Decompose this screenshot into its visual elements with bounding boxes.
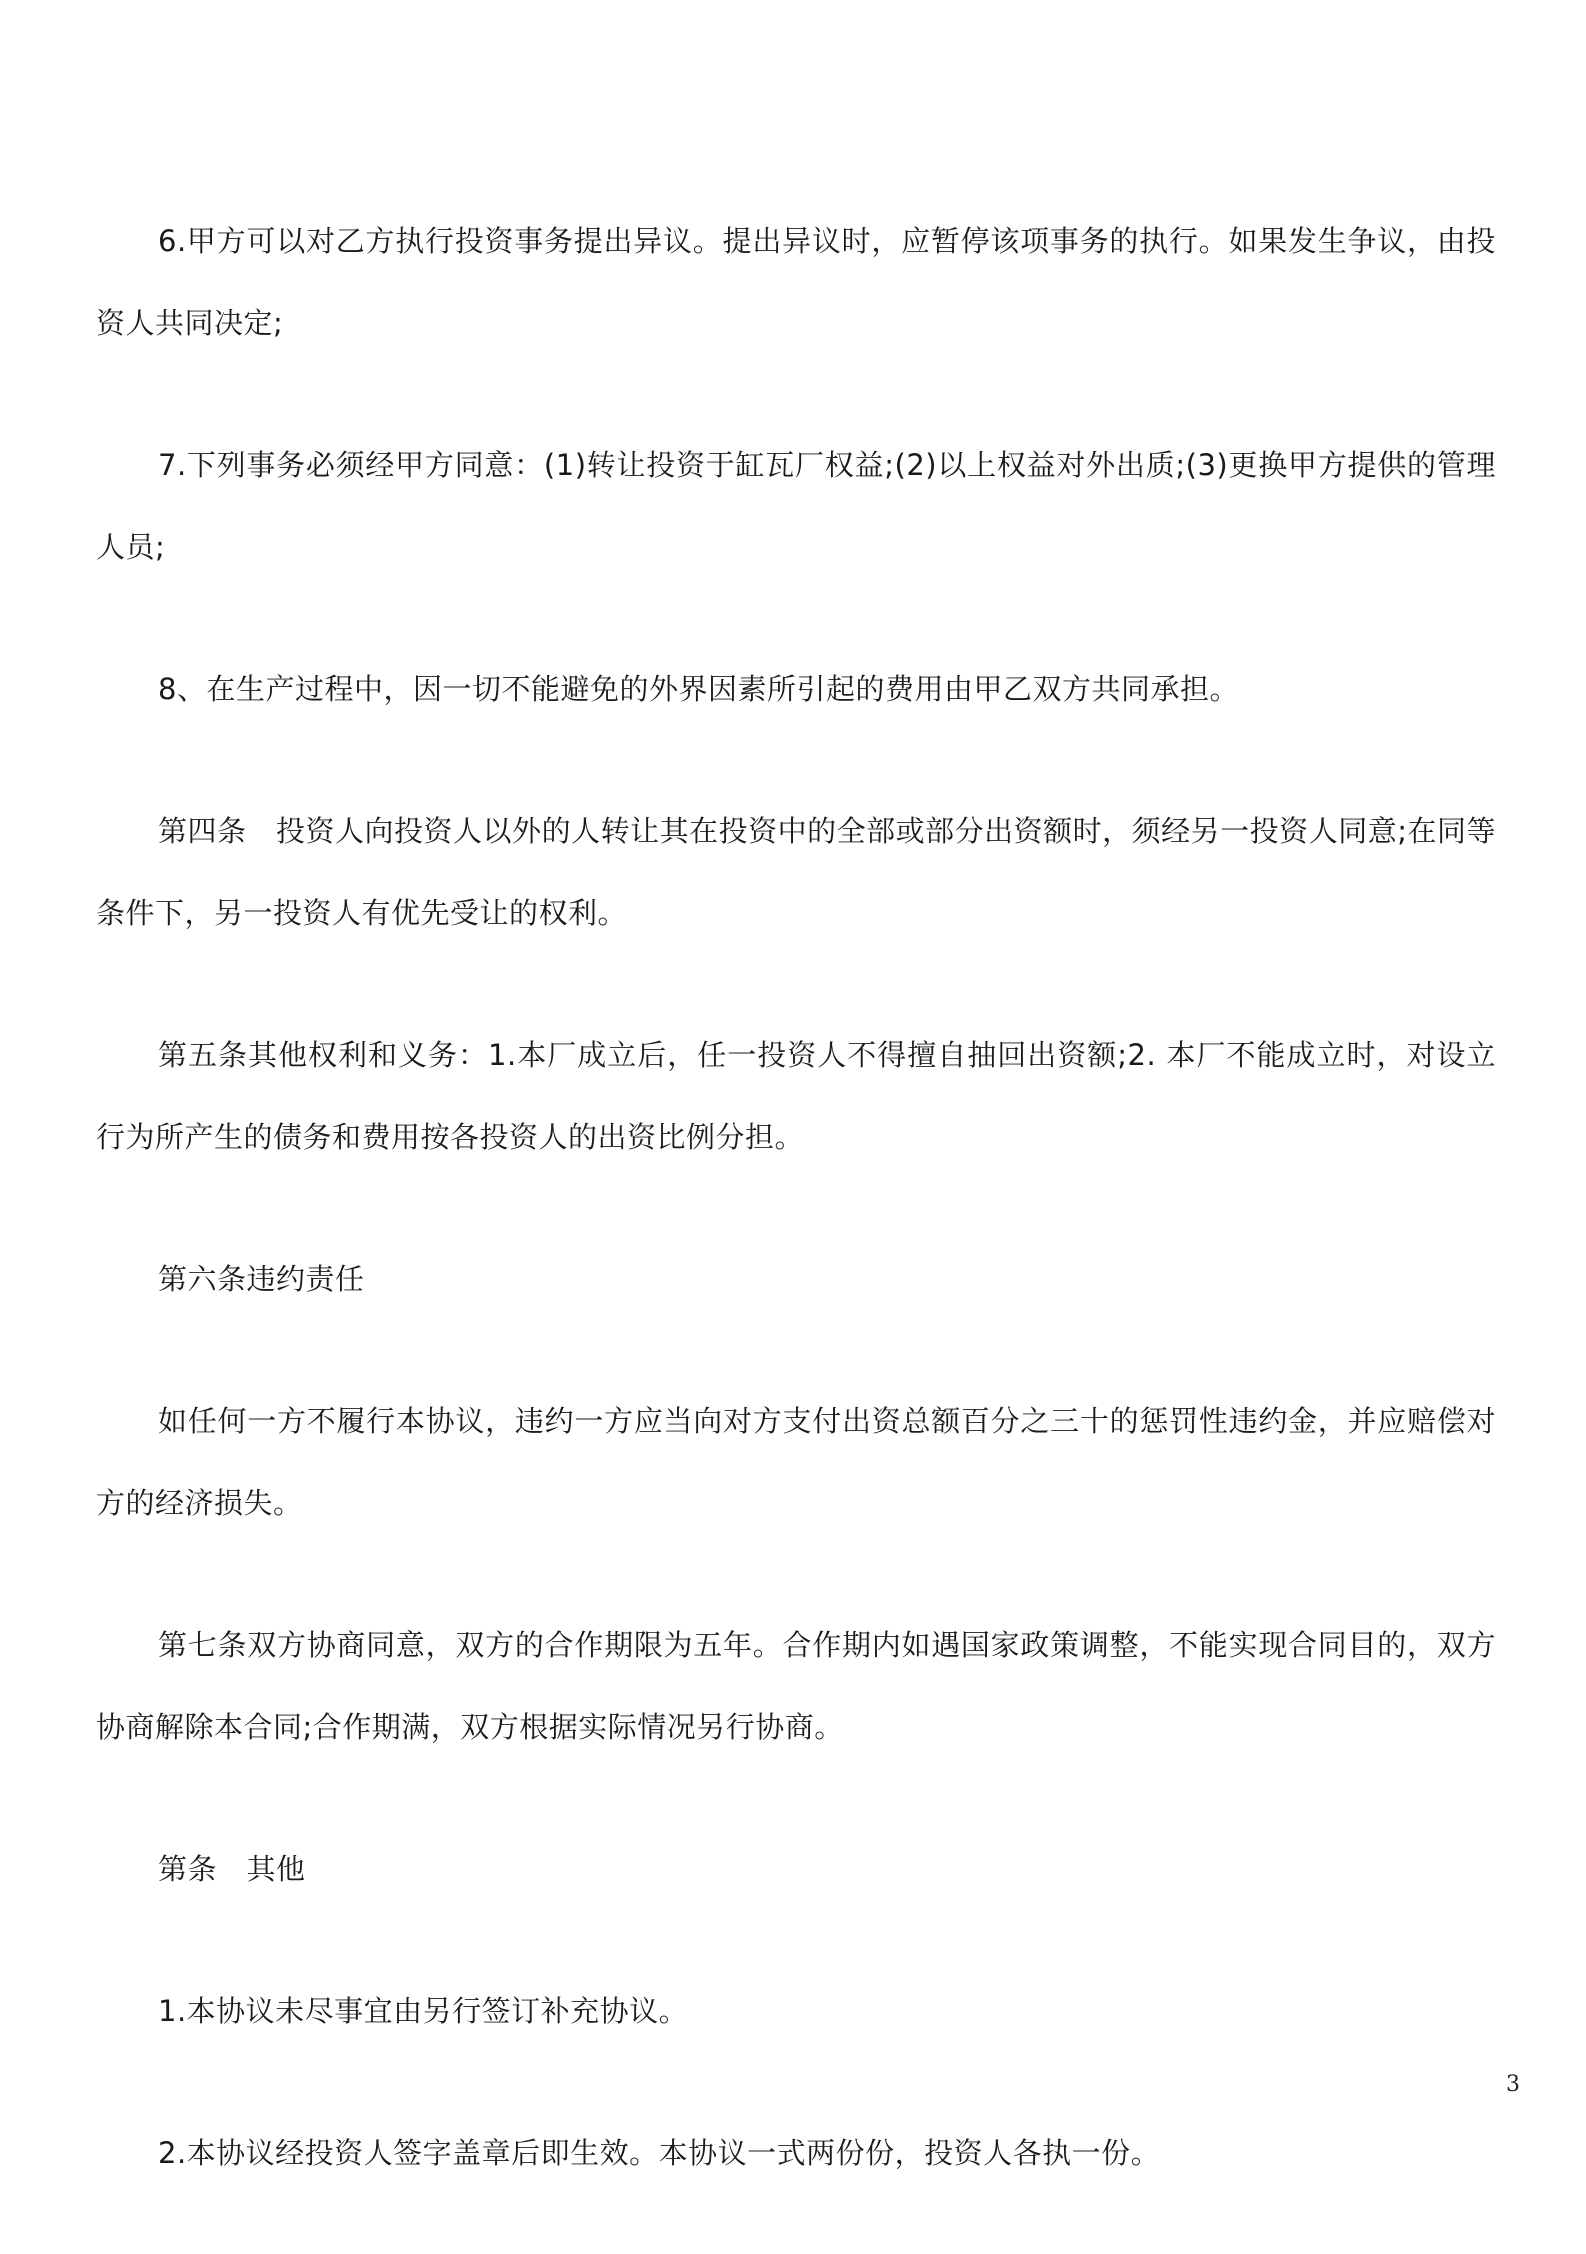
paragraph-clause-6: 6.甲方可以对乙方执行投资事务提出异议。提出异议时，应暂停该项事务的执行。如果发生争议，由投资人共同决定; (96, 224, 1496, 340)
paragraph-article-5: 第五条其他权利和义务：1.本厂成立后，任一投资人不得擅自抽回出资额;2. 本厂不能成立时，对设立行为所产生的债务和费用按各投资人的出资比例分担。 (96, 1038, 1496, 1154)
page-number: 3 (1506, 2072, 1520, 2097)
paragraph-other-2: 2.本协议经投资人签字盖章后即生效。本协议一式两份份，投资人各执一份。 (158, 2136, 1161, 2170)
paragraph-other-1: 1.本协议未尽事宜由另行签订补充协议。 (158, 1994, 689, 2028)
paragraph-article-4: 第四条 投资人向投资人以外的人转让其在投资中的全部或部分出资额时，须经另一投资人同意;在同等条件下，另一投资人有优先受让的权利。 (96, 814, 1496, 930)
heading-article-other: 第条 其他 (158, 1852, 306, 1886)
paragraph-breach-liability: 如任何一方不履行本协议，违约一方应当向对方支付出资总额百分之三十的惩罚性违约金，并应赔偿对方的经济损失。 (96, 1404, 1496, 1520)
paragraph-clause-7: 7.下列事务必须经甲方同意：(1)转让投资于缸瓦厂权益;(2)以上权益对外出质;(3)更换甲方提供的管理人员; (96, 448, 1496, 564)
heading-article-6: 第六条违约责任 (158, 1262, 365, 1296)
paragraph-clause-8: 8、在生产过程中，因一切不能避免的外界因素所引起的费用由甲乙双方共同承担。 (158, 672, 1239, 706)
document-body (96, 200, 1496, 2254)
paragraph-article-7: 第七条双方协商同意，双方的合作期限为五年。合作期内如遇国家政策调整，不能实现合同目的，双方协商解除本合同;合作期满，双方根据实际情况另行协商。 (96, 1628, 1496, 1744)
